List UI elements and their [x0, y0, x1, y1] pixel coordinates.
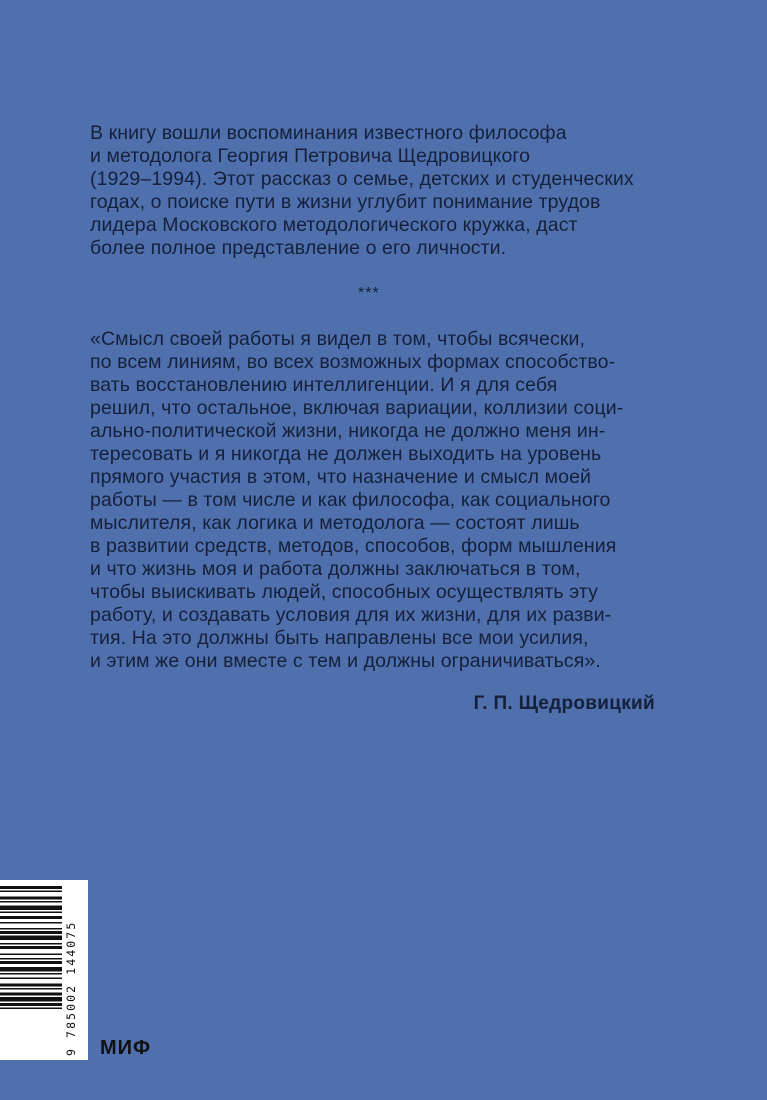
barcode-bar	[0, 886, 62, 889]
barcode-bar	[0, 912, 62, 914]
barcode-bar	[0, 943, 62, 945]
quote-line: тия. На это должны быть направлены все мои усилия,	[90, 627, 589, 649]
quote-author: Г. П. Щедровицкий	[473, 693, 655, 714]
annotation-line: (1929–1994). Этот рассказ о семье, детских и студенческих	[90, 168, 634, 190]
barcode-bar	[0, 897, 62, 900]
quote-line: прямого участия в этом, что назначение и смысл моей	[90, 466, 592, 488]
quote-line: решил, что остальное, включая вариации, коллизии соци-	[90, 397, 624, 419]
barcode-bar	[0, 997, 62, 1002]
barcode-bar	[0, 936, 62, 941]
annotation-line: В книгу вошли воспоминания известного философа	[90, 122, 567, 144]
barcode-bar	[0, 931, 62, 934]
barcode-bar	[0, 961, 62, 964]
barcode-bar	[0, 1003, 62, 1006]
quote-line: и что жизнь моя и работа должны заключаться в том,	[90, 558, 581, 580]
book-annotation	[90, 122, 690, 260]
barcode-bar	[0, 916, 62, 919]
barcode-digits: 9 785002 144075	[64, 920, 78, 1056]
barcode-bar	[0, 978, 62, 980]
barcode-bar	[0, 958, 62, 960]
barcode-bar	[0, 984, 62, 987]
quote-line: «Смысл своей работы я видел в том, чтобы всячески,	[90, 328, 585, 350]
publisher-logo: МИФ	[100, 1037, 152, 1059]
barcode-bar	[0, 922, 62, 924]
barcode-bar	[0, 988, 62, 990]
quote-line: работу, и создавать условия для их жизни, для их разви-	[90, 604, 612, 626]
isbn-barcode	[0, 880, 88, 1060]
barcode-bar	[0, 954, 62, 956]
annotation-line: и методолога Георгия Петровича Щедровицкого	[90, 145, 531, 167]
quote-line: тересовать и я никогда не должен выходить на уровень	[90, 443, 602, 465]
barcode-bar	[0, 891, 62, 893]
quote-line: в развитии средств, методов, способов, форм мышления	[90, 535, 617, 557]
quote-line: вать восстановлению интеллигенции. И я для себя	[90, 374, 558, 396]
barcode-bar	[0, 973, 62, 975]
quote-line: ально-политической жизни, никогда не должно меня ин-	[90, 420, 606, 442]
author-quote	[90, 328, 690, 673]
barcode-bar	[0, 946, 62, 949]
quote-line: по всем линиям, во всех возможных формах способство-	[90, 351, 616, 373]
annotation-line: лидера Московского методологического кружка, даст	[90, 214, 578, 236]
quote-line: мыслителя, как логика и методолога — состоят лишь	[90, 512, 580, 534]
quote-line: и этим же они вместе с тем и должны ограничиваться».	[90, 650, 601, 672]
quote-line: чтобы выискивать людей, способных осуществлять эту	[90, 581, 598, 603]
barcode-bars	[0, 880, 64, 1060]
quote-line: работы — в том числе и как философа, как социального	[90, 489, 611, 511]
section-separator: ***	[358, 285, 380, 302]
annotation-line: годах, о поиске пути в жизни углубит понимание трудов	[90, 191, 601, 213]
barcode-bar	[0, 967, 62, 972]
barcode-bar	[0, 1008, 62, 1010]
barcode-bar	[0, 901, 62, 903]
barcode-bar	[0, 906, 62, 911]
barcode-bar	[0, 993, 62, 996]
annotation-line: более полное представление о его личности.	[90, 237, 507, 259]
barcode-bar	[0, 928, 62, 930]
